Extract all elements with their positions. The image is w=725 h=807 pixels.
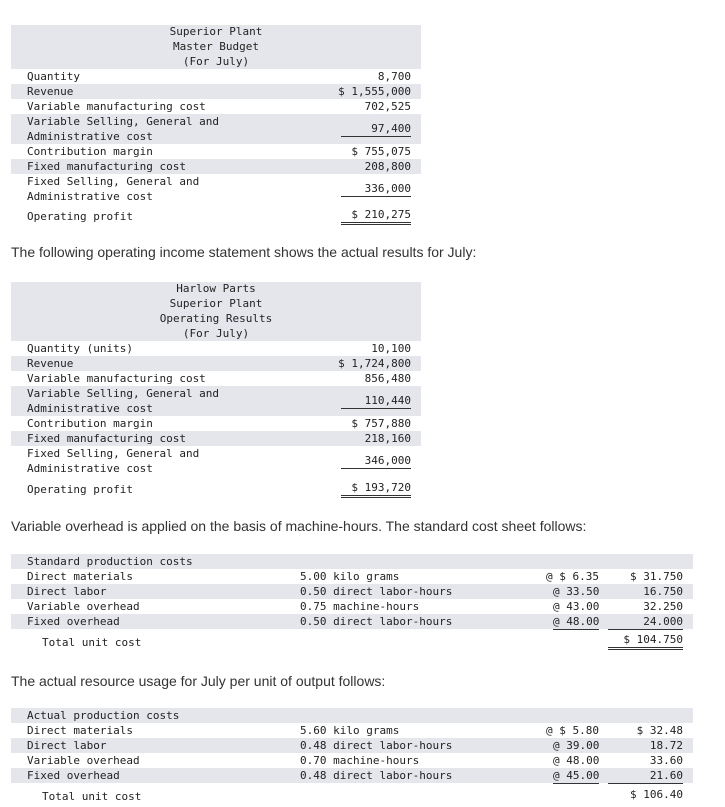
actual-text: The actual resource usage for July per unit of output follows: — [11, 673, 386, 689]
row-label: Administrative cost — [27, 462, 153, 475]
cost-total: 18.72 — [649, 739, 683, 752]
cost-item: Variable overhead — [27, 600, 140, 613]
row-value: $ 755,075 — [351, 145, 411, 158]
cost-qty: 0.48 direct labor-hours — [300, 739, 453, 752]
row-label: Operating profit — [27, 210, 133, 223]
row-label: Fixed Selling, General and — [27, 175, 200, 188]
cost-qty: 0.50 direct labor-hours — [300, 615, 453, 628]
row-value: $ 210,275 — [341, 207, 411, 225]
row-label: Operating profit — [27, 483, 133, 496]
row-value: $ 1,724,800 — [338, 357, 411, 370]
row-label: Quantity — [27, 70, 80, 83]
cost-item: Fixed overhead — [27, 615, 120, 628]
cost-total: 32.250 — [643, 600, 683, 613]
total-value: $ 104.750 — [608, 632, 683, 650]
row-label: Quantity (units) — [27, 342, 133, 355]
total-value: $ 106.40 — [630, 788, 683, 801]
row-value: 208,800 — [364, 160, 411, 173]
row-value: 856,480 — [364, 372, 411, 385]
cost-total: 16.750 — [643, 585, 683, 598]
results-heading-line: (For July) — [182, 327, 250, 340]
row-value: 97,400 — [341, 121, 411, 137]
cost-rate: @ 39.00 — [553, 739, 600, 752]
budget-heading-line: Master Budget — [172, 40, 260, 53]
cost-rate: @ $ 5.80 — [546, 724, 599, 737]
cost-qty: 0.48 direct labor-hours — [300, 769, 453, 782]
total-label: Total unit cost — [42, 790, 142, 803]
overhead-text: Variable overhead is applied on the basis of machine-hours. The standard cost sheet follows: — [11, 518, 587, 534]
cost-item: Direct labor — [27, 585, 107, 598]
cost-qty: 0.70 machine-hours — [300, 754, 420, 767]
cost-total: 21.60 — [608, 768, 683, 784]
cost-total: $ 32.48 — [636, 724, 683, 737]
cost-rate: @ 43.00 — [553, 600, 600, 613]
intro-text: The following operating income statement shows the actual results for July: — [11, 244, 477, 260]
row-label: Variable Selling, General and — [27, 115, 220, 128]
row-label: Fixed manufacturing cost — [27, 432, 186, 445]
cost-item: Direct labor — [27, 739, 107, 752]
table-heading: Standard production costs — [27, 555, 193, 568]
row-label: Variable manufacturing cost — [27, 372, 206, 385]
cost-total: 33.60 — [649, 754, 683, 767]
results-heading-line: Operating Results — [159, 312, 273, 325]
cost-item: Direct materials — [27, 724, 133, 737]
row-label: Variable manufacturing cost — [27, 100, 206, 113]
row-label: Contribution margin — [27, 145, 153, 158]
cost-qty: 0.50 direct labor-hours — [300, 585, 453, 598]
row-value: $ 193,720 — [341, 480, 411, 498]
row-value: $ 1,555,000 — [338, 85, 411, 98]
row-value: 8,700 — [377, 70, 411, 83]
row-label: Revenue — [27, 357, 74, 370]
row-value: 346,000 — [341, 453, 411, 469]
row-label: Fixed manufacturing cost — [27, 160, 186, 173]
cost-qty: 5.60 kilo grams — [300, 724, 400, 737]
row-value: 218,160 — [364, 432, 411, 445]
row-label: Variable Selling, General and — [27, 387, 220, 400]
cost-item: Direct materials — [27, 570, 133, 583]
row-label: Administrative cost — [27, 402, 153, 415]
budget-heading-line: (For July) — [182, 55, 250, 68]
cost-total: 24.000 — [608, 614, 683, 630]
results-heading-line: Superior Plant — [169, 297, 263, 310]
row-label: Contribution margin — [27, 417, 153, 430]
row-value: 336,000 — [341, 181, 411, 197]
total-label: Total unit cost — [42, 636, 142, 649]
cost-rate: @ 33.50 — [553, 585, 600, 598]
budget-heading-line: Superior Plant — [169, 25, 263, 38]
row-value: 10,100 — [371, 342, 411, 355]
cost-item: Fixed overhead — [27, 769, 120, 782]
cost-rate: @ 48.00 — [553, 754, 600, 767]
results-heading-line: Harlow Parts — [176, 282, 256, 295]
table-heading: Actual production costs — [27, 709, 180, 722]
cost-qty: 5.00 kilo grams — [300, 570, 400, 583]
row-label: Administrative cost — [27, 190, 153, 203]
row-label: Revenue — [27, 85, 74, 98]
row-value: $ 757,880 — [351, 417, 411, 430]
cost-total: $ 31.750 — [630, 570, 683, 583]
row-label: Administrative cost — [27, 130, 153, 143]
cost-rate: @ 48.00 — [553, 615, 600, 628]
row-value: 110,440 — [341, 393, 411, 409]
cost-qty: 0.75 machine-hours — [300, 600, 420, 613]
row-value: 702,525 — [364, 100, 411, 113]
row-label: Fixed Selling, General and — [27, 447, 200, 460]
cost-rate: @ $ 6.35 — [546, 570, 599, 583]
cost-rate: @ 45.00 — [553, 769, 600, 782]
cost-item: Variable overhead — [27, 754, 140, 767]
